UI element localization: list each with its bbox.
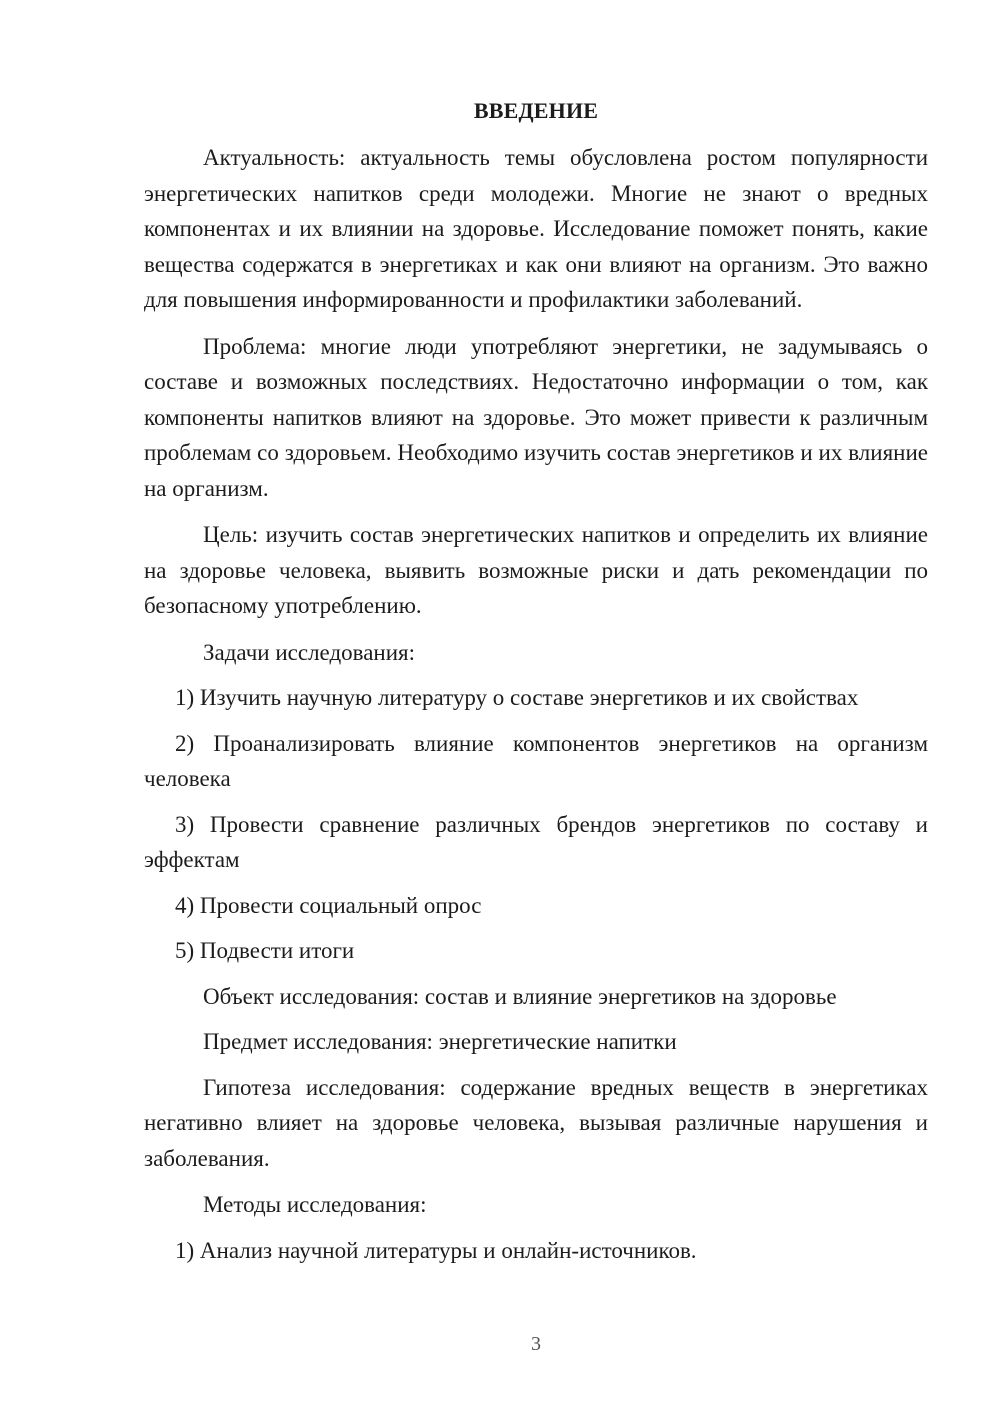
task-item-5: 5) Подвести итоги xyxy=(175,938,355,963)
task-item-1: 1) Изучить научную литературу о составе энергетиков и их свойствах xyxy=(175,685,859,710)
task-item-3: 3) Провести сравнение различных брендов энергетиков по составу и эффектам xyxy=(144,811,928,872)
research-subject: Предмет исследования: энергетические напитки xyxy=(203,1029,677,1054)
task-item-2: 2) Проанализировать влияние компонентов энергетиков на организм человека xyxy=(144,730,928,791)
method-item-1: 1) Анализ научной литературы и онлайн-источников. xyxy=(175,1237,697,1263)
methods-heading: Методы исследования: xyxy=(203,1192,427,1217)
task-item-4: 4) Провести социальный опрос xyxy=(175,892,482,918)
section-title: ВВЕДЕНИЕ xyxy=(473,98,599,123)
hypothesis-paragraph: Гипотеза исследования: содержание вредных веществ в энергетиках негативно влияет на здоровье человека, вызывая различные нарушения и заболевания. xyxy=(144,1074,928,1171)
page-number: 3 xyxy=(531,1333,541,1355)
tasks-heading: Задачи исследования: xyxy=(203,639,416,665)
problem-paragraph: Проблема: многие люди употребляют энергетики, не задумываясь о составе и возможных последствиях. Недостаточно информации о том, как компоненты напитков влияют на здоровье. Это может привести к различным проблемам со здоровьем. Необходимо изучить состав энергетиков и их влияние на организм. xyxy=(144,333,928,501)
goal-paragraph: Цель: изучить состав энергетических напитков и определить их влияние на здоровье человека, выявить возможные риски и дать рекомендации по безопасному употреблению. xyxy=(144,522,928,618)
relevance-paragraph: Актуальность: актуальность темы обусловлена ростом популярности энергетических напитков среди молодежи. Многие не знают о вредных компонентах и их влиянии на здоровье. Исследование поможет понять, какие вещества содержатся в энергетиках и как они влияют на организм. Это важно для повышения информированности и профилактики заболеваний. xyxy=(144,145,928,312)
research-object: Объект исследования: состав и влияние энергетиков на здоровье xyxy=(203,983,837,1009)
page-content xyxy=(144,96,928,1268)
